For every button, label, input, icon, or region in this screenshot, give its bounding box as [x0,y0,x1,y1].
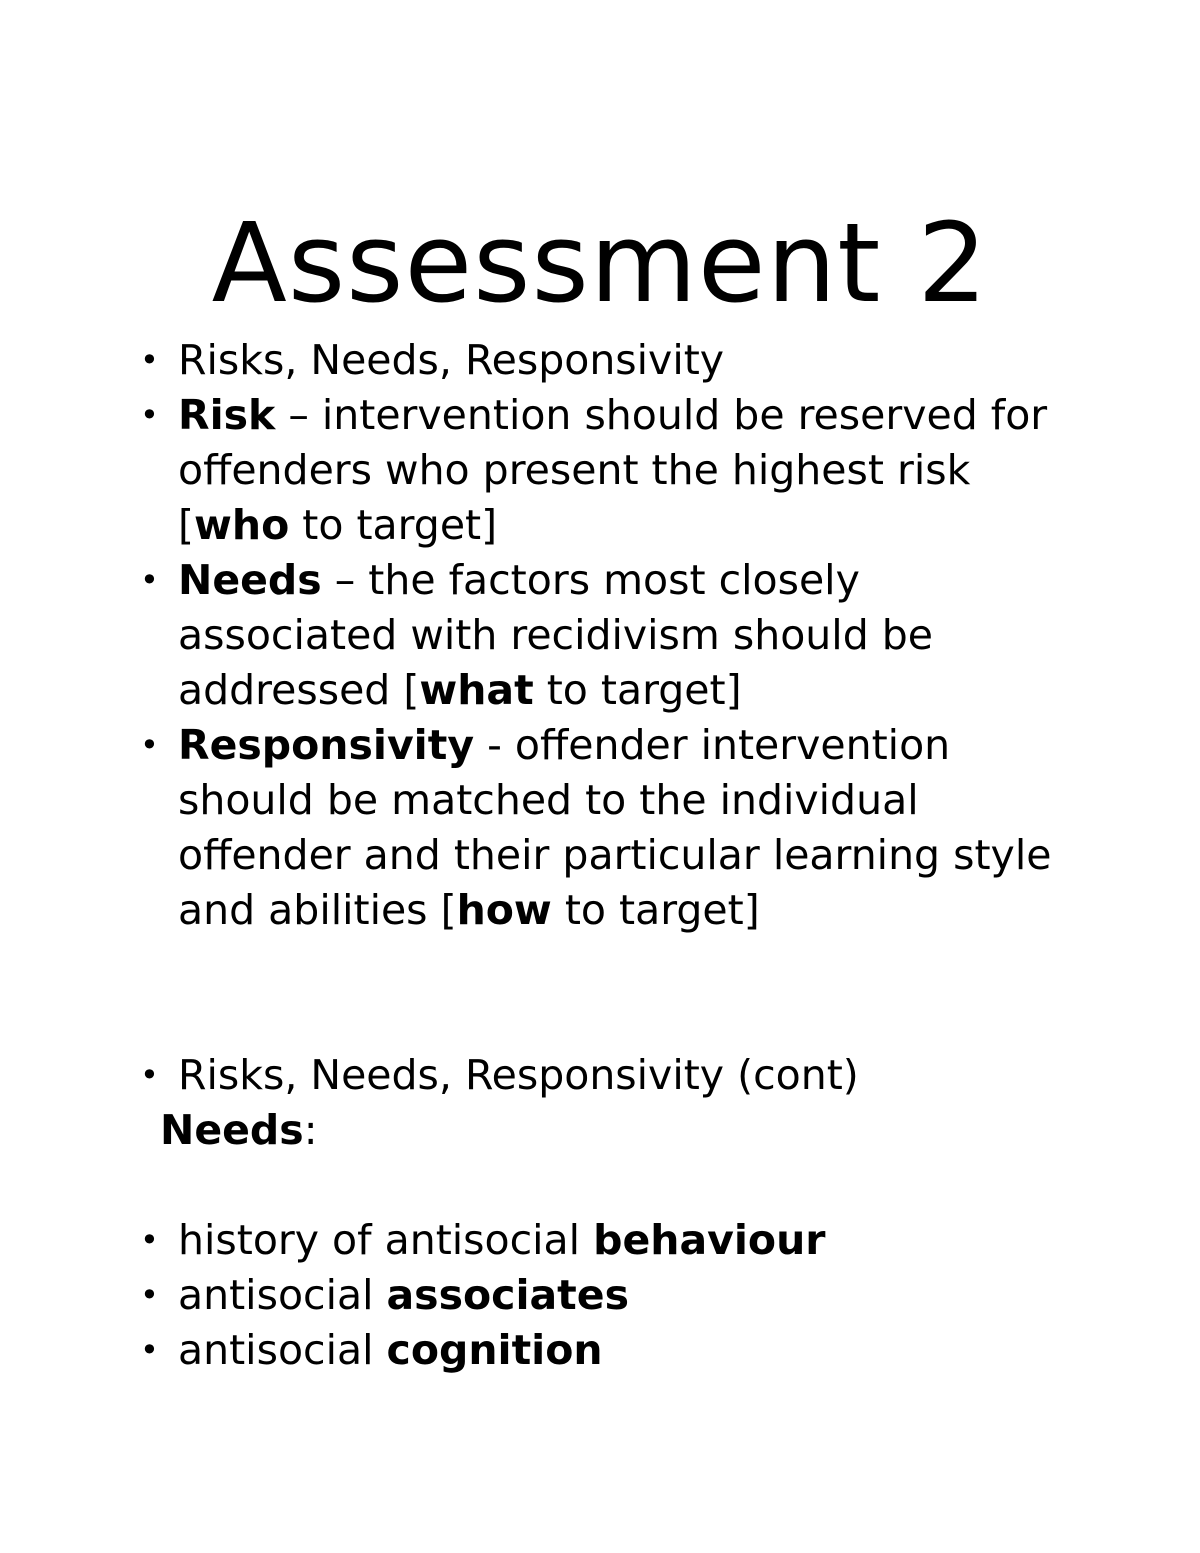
bullet-text: Risks, Needs, Responsivity [178,336,725,384]
need-factor-bold: associates [386,1271,629,1319]
risk-emphasis: who [194,501,290,549]
term-needs: Needs [178,556,322,604]
need-factor-text: antisocial [178,1326,387,1374]
needs-description: – the factors most closely associated with recidivism should be addressed [ [178,556,933,714]
subhead-colon: : [303,1106,318,1154]
need-factor-bold: cognition [386,1326,603,1374]
needs-subheading [160,1103,318,1158]
term-risk: Risk [178,391,276,439]
risk-description-end: to target] [289,501,498,549]
list-item-need-factor [140,1213,1060,1268]
subhead-term: Needs [160,1106,304,1154]
list-item-cont-intro [140,1048,1060,1103]
rnr-bullet-list [140,333,1060,938]
need-factor-text: antisocial [178,1271,387,1319]
term-responsivity: Responsivity [178,721,475,769]
bullet-text: Risks, Needs, Responsivity (cont) [178,1051,859,1099]
risk-description: – intervention should be reserved for offenders who present the highest risk [ [178,391,1048,549]
list-item-need-factor [140,1268,1060,1323]
needs-emphasis: what [419,666,534,714]
need-factor-text: history of antisocial [178,1216,594,1264]
need-factor-bold: behaviour [593,1216,826,1264]
needs-description-end: to target] [533,666,742,714]
rnr-cont-list [140,1048,1060,1103]
list-item-needs [140,553,1060,718]
page-title: Assessment 2 [211,199,989,327]
list-item-intro [140,333,1060,388]
needs-factor-list [140,1213,1060,1378]
list-item-responsivity [140,718,1060,938]
list-item-need-factor [140,1323,1060,1378]
list-item-risk [140,388,1060,553]
responsivity-emphasis: how [456,886,552,934]
responsivity-description: - offender intervention should be matched to the individual offender and their particular learning style and abilities [ [178,721,1052,934]
responsivity-description-end: to target] [551,886,760,934]
